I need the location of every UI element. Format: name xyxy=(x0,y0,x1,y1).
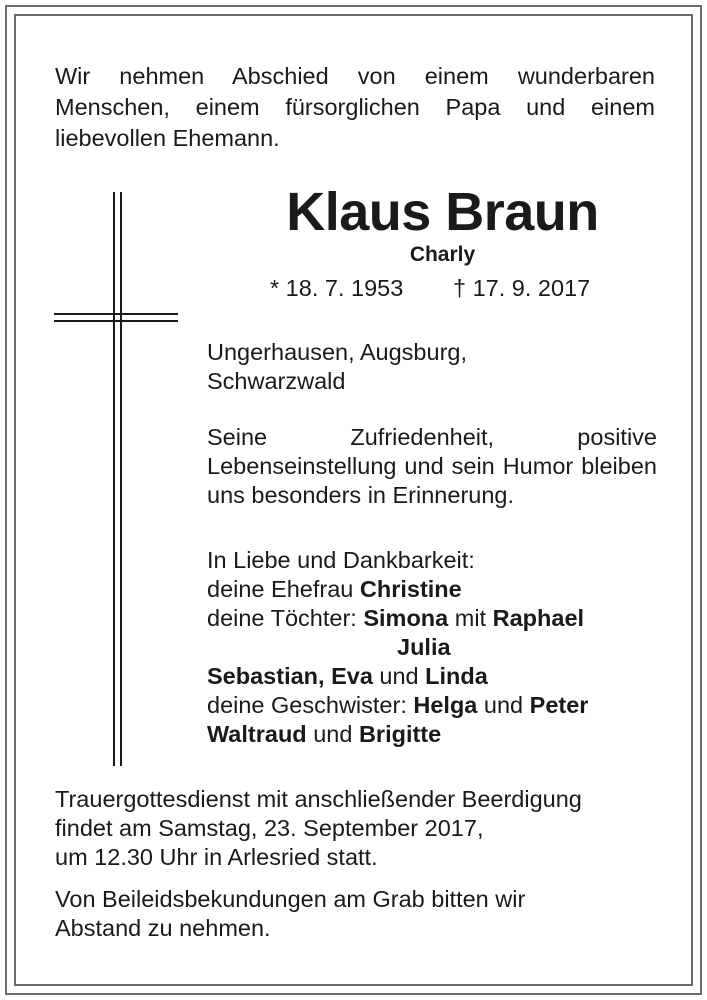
partner-1-name: Raphael xyxy=(492,605,585,631)
service-line-3: um 12.30 Uhr in Arlesried statt. xyxy=(55,844,378,870)
places xyxy=(207,338,657,396)
grandchild-name: Linda xyxy=(425,663,488,689)
birth-date: * 18. 7. 1953 xyxy=(270,275,404,301)
sibling-1-name: Helga xyxy=(413,692,478,718)
and-text: und xyxy=(477,692,530,718)
sibling-3-name: Waltraud xyxy=(207,721,307,747)
intro-text: Wir nehmen Abschied von einem wunderbaren Menschen, einem fürsorglichen Papa und einem liebevollen Ehemann. xyxy=(55,63,655,151)
family-wife-line xyxy=(207,575,657,604)
cross-horizontal-line-2 xyxy=(54,320,178,322)
places-line-1: Ungerhausen, Augsburg, xyxy=(207,339,467,365)
daughters-prefix: deine Töchter: xyxy=(207,605,364,631)
cross-vertical-line-1 xyxy=(113,192,115,766)
daughter-1-name: Simona xyxy=(363,605,449,631)
deceased-nickname: Charly xyxy=(409,243,476,266)
daughter-2-name: Julia xyxy=(397,634,451,660)
grandchildren-names: Sebastian, Eva xyxy=(207,663,373,689)
family-daughters-line xyxy=(207,604,657,633)
sibling-4-name: Brigitte xyxy=(358,721,442,747)
places-line-2: Schwarzwald xyxy=(207,368,346,394)
family-daughter-2-line xyxy=(207,633,657,662)
siblings-prefix: deine Geschwister: xyxy=(207,692,414,718)
wife-name: Christine xyxy=(359,576,462,602)
service-line-1: Trauergottesdienst mit anschließender Beerdigung xyxy=(55,786,582,812)
death-date: † 17. 9. 2017 xyxy=(453,275,591,301)
family-list xyxy=(207,546,657,749)
sibling-2-name: Peter xyxy=(529,692,589,718)
condolence-line-1: Von Beileidsbekundungen am Grab bitten wir xyxy=(55,886,526,912)
wife-prefix: deine Ehefrau xyxy=(207,576,360,602)
service-line-2: findet am Samstag, 23. September 2017, xyxy=(55,815,484,841)
funeral-service-info xyxy=(55,785,665,872)
and-text: und xyxy=(306,721,359,747)
and-text: und xyxy=(372,663,426,689)
cross-horizontal-line-1 xyxy=(54,313,178,315)
family-heading: In Liebe und Dankbarkeit: xyxy=(207,547,475,573)
with-text: mit xyxy=(448,605,493,631)
condolence-note xyxy=(55,885,665,943)
family-siblings-line xyxy=(207,691,657,720)
family-grandchildren-line xyxy=(207,662,657,691)
tribute-text: Seine Zufriedenheit, positive Lebenseinstellung und sein Humor bleiben uns besonders in Erinnerung. xyxy=(207,424,657,508)
deceased-name: Klaus Braun xyxy=(286,182,599,242)
family-siblings-line-2 xyxy=(207,720,657,749)
condolence-line-2: Abstand zu nehmen. xyxy=(55,915,271,941)
cross-vertical-line-2 xyxy=(120,192,122,766)
